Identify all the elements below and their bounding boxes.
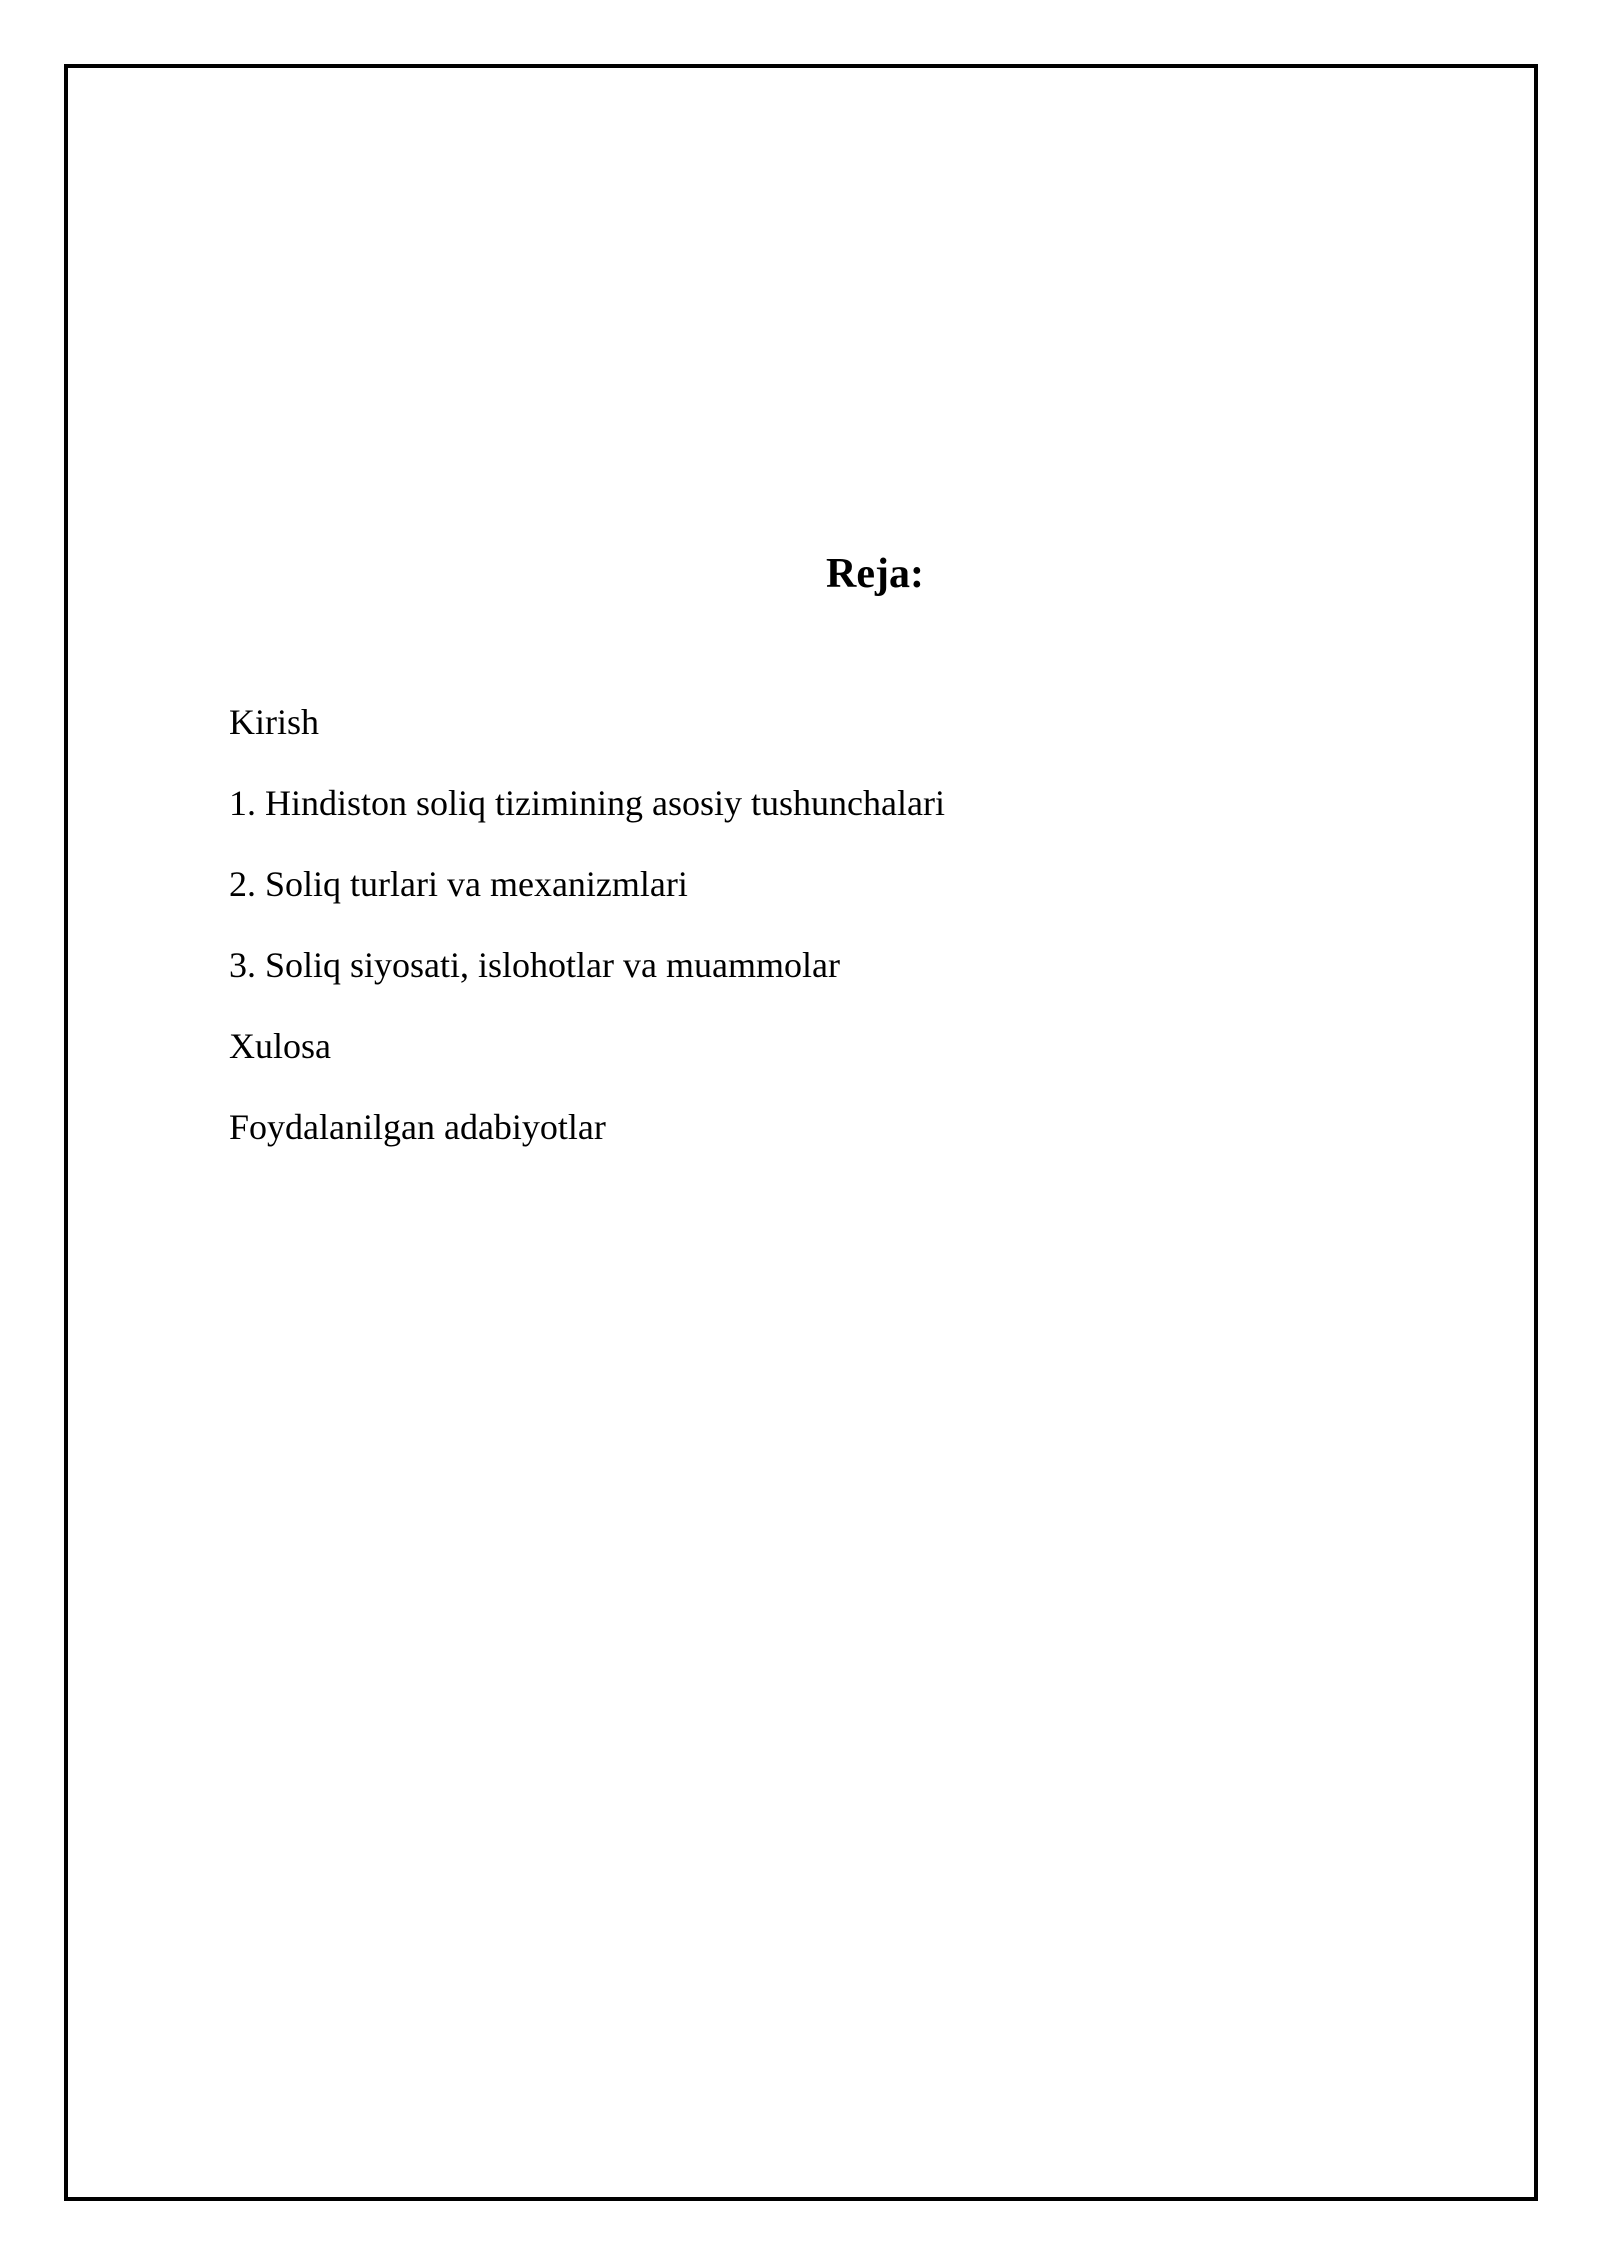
- plan-list: [229, 700, 945, 1186]
- list-item: 2. Soliq turlari va mexanizmlari: [229, 864, 688, 904]
- list-item: Xulosa: [229, 1026, 331, 1066]
- list-item: Foydalanilgan adabiyotlar: [229, 1107, 606, 1147]
- page-title: Reja:: [826, 551, 924, 597]
- list-item: 1. Hindiston soliq tizimining asosiy tushunchalari: [229, 783, 945, 823]
- list-item: Kirish: [229, 702, 319, 742]
- list-item: 3. Soliq siyosati, islohotlar va muammolar: [229, 945, 840, 985]
